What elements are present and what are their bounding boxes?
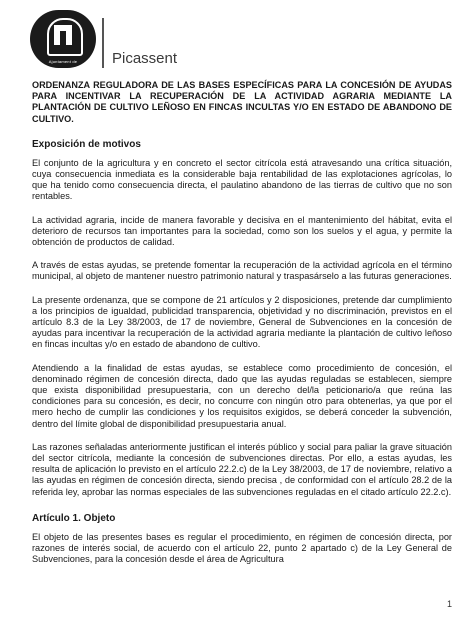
paragraph: A través de estas ayudas, se pretende fomentar la recuperación de la actividad agrícola en el término municipal, al objeto de mantener nuestro patrimonio natural y traspasárselo a las futuras generaciones. xyxy=(32,260,452,282)
paragraph: Atendiendo a la finalidad de estas ayudas, se establece como procedimiento de concesión, el denominado régimen de concesión directa, dado que las ayudas reguladas se establecen, siempre que exista disponibilidad presupuestaria, con un derecho del/la peticionario/a que reúna las condiciones para su concesión, es decir, no concurre con ningún otro para obtenerlas, ya que por el mero hecho de cumplir las condiciones y los requisitos exigidos, se deberá conceder la subvención, dentro del límite global de disponibilidad presupuestaria anual. xyxy=(32,362,452,429)
paragraph-article-1: El objeto de las presentes bases es regular el procedimiento, en régimen de concesión directa, por razones de interés social, de acuerdo con el artículo 22, punto 2 apartado c) de la Ley General de Subvenciones, para la concesión desde el área de Agricultura xyxy=(32,531,452,565)
seal-text: Ajuntament de xyxy=(48,59,78,64)
letterhead xyxy=(30,12,177,68)
section-heading-motivos: Exposición de motivos xyxy=(32,138,141,150)
paragraph: Las razones señaladas anteriormente justifican el interés público y social para paliar la grave situación del sector citrícola, mediante la concesión de subvenciones directas. Por ello, a estas ayudas, les resulta de aplicación lo previsto en el artículo 22.2.c) de la Ley 38/2003, de 17 de noviembre, relativo a las ayudas en régimen de concesión directa, siendo precisa , de conformidad con el artículo 28.2 de la referida ley, aprobar las normas especiales de las subvenciones reguladas en el citado artículo 22.2.c). xyxy=(32,441,452,497)
page-number: 1 xyxy=(446,599,452,609)
paragraph: El conjunto de la agricultura y en concreto el sector citrícola está atravesando una crítica situación, cuya consecuencia inmediata es la considerable baja rentabilidad de las explotaciones agrícolas, lo que ha tenido como consecuencia directa, el paulatino abandono de las tierras de cultivo que no son rentables. xyxy=(32,157,452,202)
header-divider xyxy=(102,18,104,68)
municipal-seal-logo xyxy=(30,10,96,68)
municipality-name: Picassent xyxy=(112,50,178,67)
seal-tower-shape xyxy=(54,25,72,45)
document-title: ORDENANZA REGULADORA DE LAS BASES ESPECÍFICAS PARA LA CONCESIÓN DE AYUDAS PARA INCENTIVAR LA RECUPERACIÓN DE LA ACTIVIDAD AGRARIA MEDIANTE LA PLANTACIÓN DE CULTIVO LEÑOSO EN FINCAS INCULTAS Y/O EN ESTADO DE ABANDONO DE CULTIVO. xyxy=(32,80,452,124)
paragraph: La actividad agraria, incide de manera favorable y decisiva en el mantenimiento del hábitat, evita el deterioro de recursos tan importantes para la sociedad, como son los suelos y el agua, y permite la obtención de productos de calidad. xyxy=(32,214,452,248)
paragraph: La presente ordenanza, que se compone de 21 artículos y 2 disposiciones, pretende dar cumplimiento a los principios de igualdad, publicidad transparencia, objetividad y no discriminación, previstos en el artículo 8.3 de la Ley 38/2003, de 17 de noviembre, General de Subvenciones en la concesión de ayudas para incentivar la recuperación de la actividad agraria mediante la plantación de cultivo leñoso en fincas incultas y/o en estado de abandono de cultivo. xyxy=(32,294,452,350)
document-body xyxy=(32,80,452,566)
section-heading-articulo-1: Artículo 1. Objeto xyxy=(32,512,116,524)
